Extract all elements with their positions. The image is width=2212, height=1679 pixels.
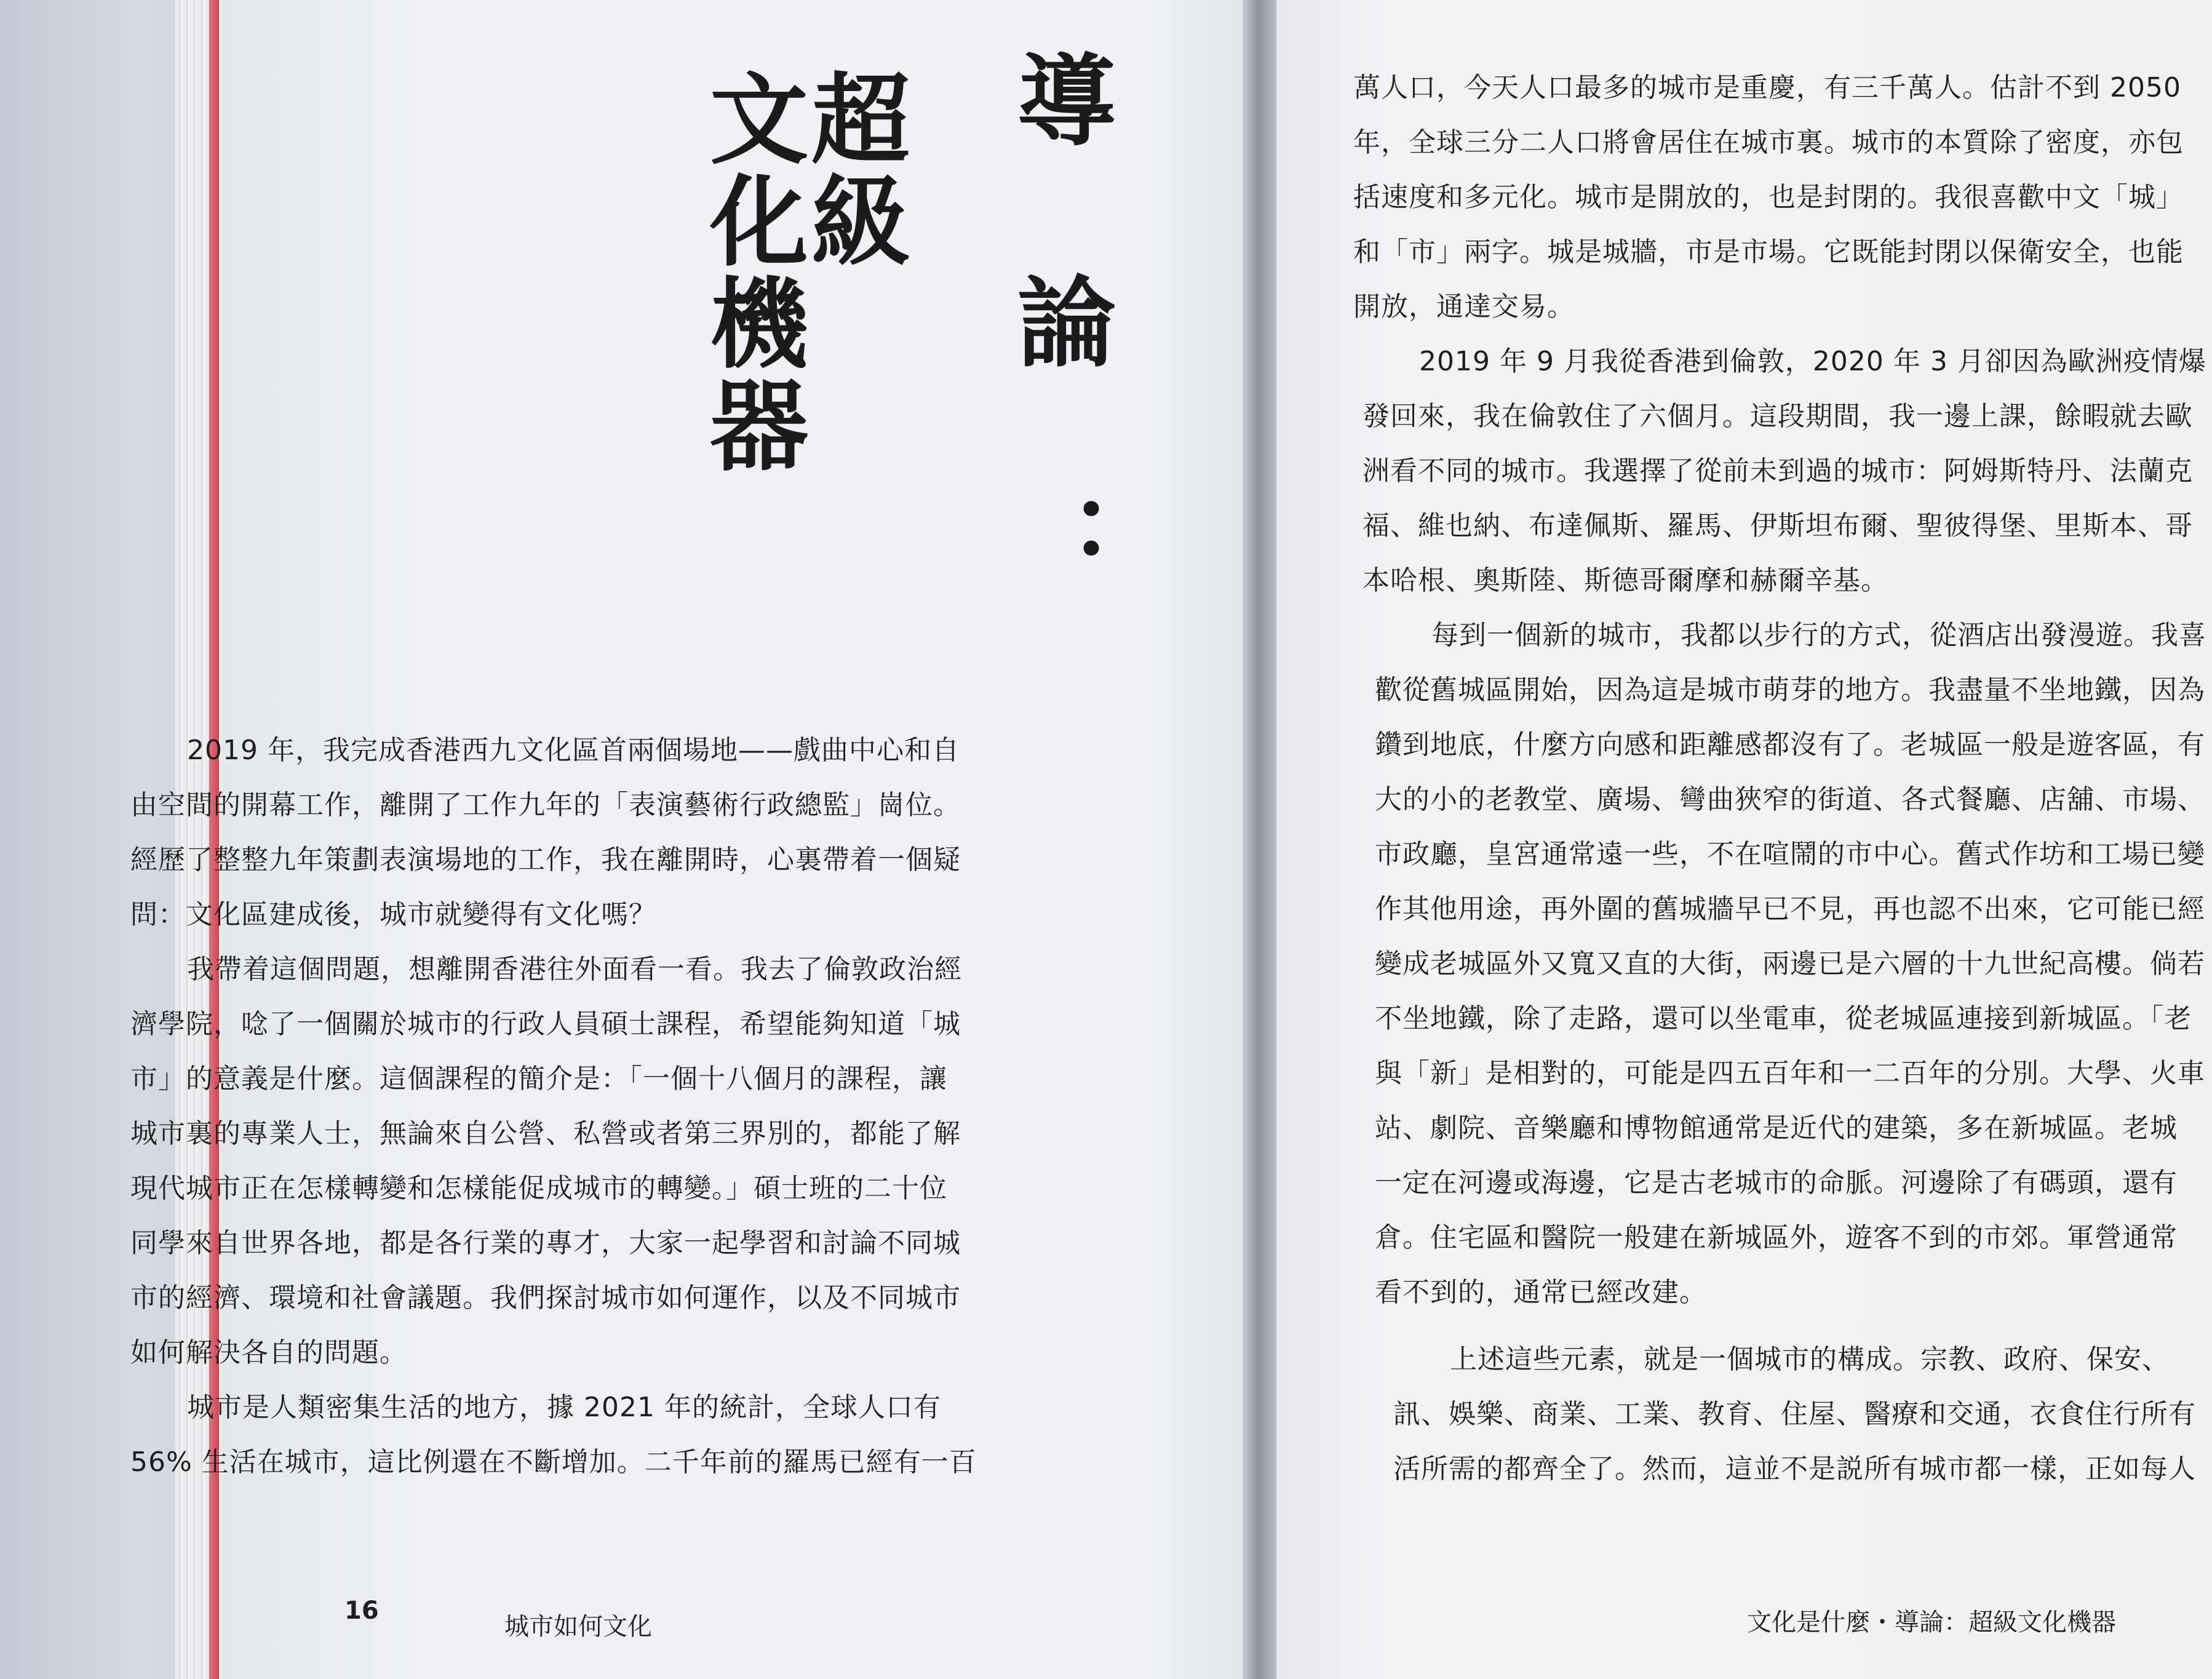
- paragraph: [1363, 334, 2206, 608]
- text-line: 開放，通達交易。: [1353, 291, 1575, 322]
- text-line: 本哈根、奧斯陸、斯德哥爾摩和赫爾辛基。: [1363, 565, 1888, 596]
- text-line: 市的經濟、環境和社會議題。我們探討城市如何運作，以及不同城市: [130, 1282, 961, 1314]
- text-line: 經歷了整整九年策劃表演場地的工作，我在離開時，心裏帶着一個疑: [130, 844, 961, 875]
- text-line: 由空間的開幕工作，離開了工作九年的「表演藝術行政總監」崗位。: [130, 789, 961, 821]
- text-line: 我帶着這個問題，想離開香港往外面看一看。我去了倫敦政治經: [187, 954, 962, 985]
- paragraph: [130, 1380, 977, 1490]
- text-line: 發回來，我在倫敦住了六個月。這段期間，我一邊上課，餘暇就去歐: [1363, 401, 2193, 432]
- chapter-title-intro: 導論：: [1001, 49, 1116, 714]
- right-page: [1276, 0, 2212, 1679]
- text-line: 活所需的都齊全了。然而，這並不是説所有城市都一樣，正如每人: [1393, 1453, 2196, 1485]
- text-line: 倉。住宅區和醫院一般建在新城區外，遊客不到的市郊。軍營通常: [1375, 1222, 2178, 1253]
- text-line: 歡從舊城區開始，因為這是城市萌芽的地方。我盡量不坐地鐵，因為: [1375, 674, 2205, 706]
- text-line: 洲看不同的城市。我選擇了從前未到過的城市：阿姆斯特丹、法蘭克: [1363, 455, 2193, 487]
- text-line: 萬人口，今天人口最多的城市是重慶，有三千萬人。估計不到 2050: [1353, 72, 2181, 103]
- text-line: 如何解決各自的問題。: [130, 1337, 407, 1368]
- text-line: 鑽到地底，什麼方向感和距離感都沒有了。老城區一般是遊客區，有: [1375, 729, 2205, 760]
- paragraph: [1353, 60, 2184, 334]
- text-line: 問：文化區建成後，城市就變得有文化嗎？: [130, 899, 656, 930]
- text-line: 上述這些元素，就是一個城市的構成。宗教、政府、保安、: [1450, 1344, 2170, 1375]
- text-line: 看不到的，通常已經改建。: [1375, 1277, 1707, 1308]
- text-line: 2019 年，我完成香港西九文化區首兩個場地——戲曲中心和自: [187, 735, 960, 766]
- text-line: 福、維也納、布達佩斯、羅馬、伊斯坦布爾、聖彼得堡、里斯本、哥: [1363, 510, 2193, 541]
- text-line: 現代城市正在怎樣轉變和怎樣能促成城市的轉變。」碩士班的二十位: [130, 1173, 947, 1204]
- paragraph: [1375, 608, 2206, 1320]
- text-line: 一定在河邊或海邊，它是古老城市的命脈。河邊除了有碼頭，還有: [1375, 1167, 2178, 1198]
- text-line: 作其他用途，再外圍的舊城牆早已不見，再也認不出來，它可能已經: [1375, 893, 2205, 925]
- text-line: 括速度和多元化。城市是開放的，也是封閉的。我很喜歡中文「城」: [1353, 181, 2184, 213]
- text-line: 年，全球三分二人口將會居住在城市裏。城市的本質除了密度，亦包: [1353, 127, 2184, 158]
- text-line: 站、劇院、音樂廳和博物館通常是近代的建築，多在新城區。老城: [1375, 1112, 2178, 1144]
- text-line: 2019 年 9 月我從香港到倫敦，2020 年 3 月卻因為歐洲疫情爆: [1419, 346, 2206, 377]
- text-line: 56% 生活在城市，這比例還在不斷增加。二千年前的羅馬已經有一百: [130, 1446, 977, 1478]
- text-line: 變成老城區外又寬又直的大街，兩邊已是六層的十九世紀高樓。倘若: [1375, 948, 2205, 979]
- book-gutter: [1243, 0, 1276, 1679]
- paragraph: [1393, 1332, 2196, 1496]
- running-head: 城市如何文化: [504, 1613, 652, 1641]
- running-head: 文化是什麼・導論：超級文化機器: [1747, 1608, 2116, 1637]
- text-line: 濟學院，唸了一個關於城市的行政人員碩士課程，希望能夠知道「城: [130, 1008, 961, 1040]
- text-line: 不坐地鐵，除了走路，還可以坐電車，從老城區連接到新城區。「老: [1375, 1003, 2192, 1034]
- text-line: 每到一個新的城市，我都以步行的方式，從酒店出發漫遊。我喜: [1431, 620, 2206, 651]
- text-line: 同學來自世界各地，都是各行業的專才，大家一起學習和討論不同城: [130, 1227, 961, 1259]
- page-number: 16: [344, 1597, 379, 1625]
- paragraph: [130, 723, 961, 942]
- paragraph: [130, 942, 962, 1380]
- chapter-title-line-2: 超級: [795, 68, 910, 272]
- left-page: [130, 0, 1243, 1679]
- chapter-title-line-3: 文化機器: [693, 68, 808, 476]
- text-line: 訊、娛樂、商業、工業、教育、住屋、醫療和交通，衣食住行所有: [1393, 1398, 2196, 1430]
- text-line: 與「新」是相對的，可能是四五百年和一二百年的分別。大學、火車: [1375, 1058, 2205, 1089]
- text-line: 城市是人類密集生活的地方，據 2021 年的統計，全球人口有: [187, 1392, 941, 1423]
- text-line: 城市裏的專業人士，無論來自公營、私營或者第三界別的，都能了解: [130, 1118, 961, 1149]
- text-line: 大的小的老教堂、廣場、彎曲狹窄的街道、各式餐廳、店舖、市場、: [1375, 784, 2205, 815]
- text-line: 和「市」兩字。城是城牆，市是市場。它既能封閉以保衛安全，也能: [1353, 236, 2184, 268]
- text-line: 市政廳，皇宮通常遠一些，不在喧鬧的市中心。舊式作坊和工場已變: [1375, 839, 2205, 870]
- text-line: 市」的意義是什麼。這個課程的簡介是：「一個十八個月的課程，讓: [130, 1063, 947, 1095]
